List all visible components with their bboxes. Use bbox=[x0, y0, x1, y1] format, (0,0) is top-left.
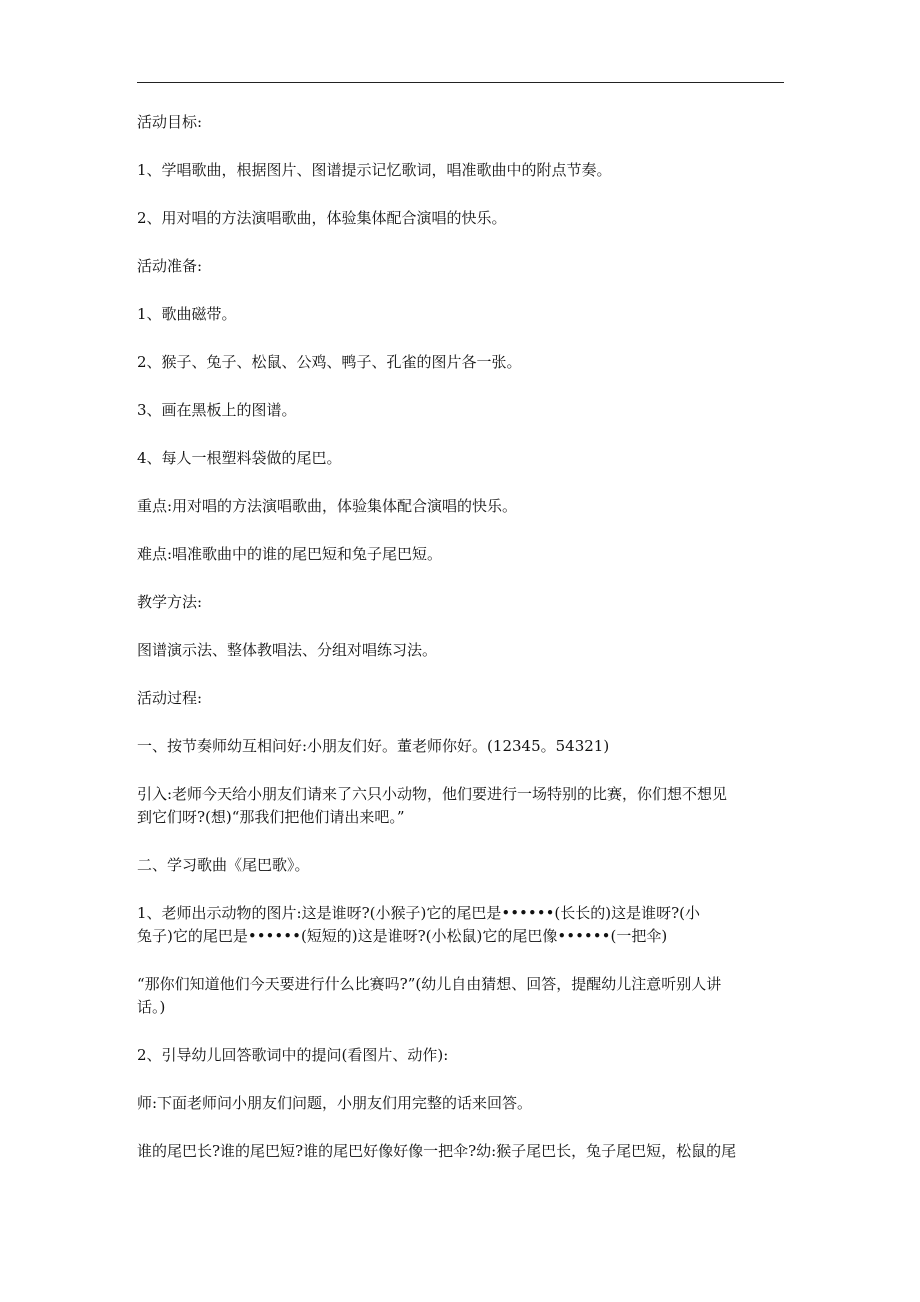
difficulty: 难点:唱准歌曲中的谁的尾巴短和兔子尾巴短。 bbox=[137, 545, 443, 563]
header-rule bbox=[137, 82, 784, 83]
methods-text: 图谱演示法、整体教唱法、分组对唱练习法。 bbox=[137, 641, 438, 659]
goal-item-1: 1、学唱歌曲，根据图片、图谱提示记忆歌词，唱准歌曲中的附点节奏。 bbox=[137, 161, 612, 179]
process-step-1: 一、按节奏师幼互相问好:小朋友们好。董老师你好。(12345。54321) bbox=[137, 737, 610, 755]
preparation-item-2: 2、猴子、兔子、松鼠、公鸡、鸭子、孔雀的图片各一张。 bbox=[137, 353, 522, 371]
document-body bbox=[137, 111, 787, 1188]
section-heading-preparation: 活动准备: bbox=[137, 257, 203, 275]
preparation-item-3: 3、画在黑板上的图谱。 bbox=[137, 401, 297, 419]
key-point: 重点:用对唱的方法演唱歌曲，体验集体配合演唱的快乐。 bbox=[137, 497, 518, 515]
teacher-question: “那你们知道他们今天要进行什么比赛吗?”(幼儿自由猜想、回答，提醒幼儿注意听别人讲 话。) bbox=[137, 975, 722, 1016]
teacher-instruction: 师:下面老师问小朋友们问题，小朋友们用完整的话来回答。 bbox=[137, 1094, 533, 1112]
learning-step-1: 1、老师出示动物的图片:这是谁呀?(小猴子)它的尾巴是••••••(长长的)这是谁呀?(小 兔子)它的尾巴是••••••(短短的)这是谁呀?(小松鼠)它的尾巴像••••••(一把伞) bbox=[137, 904, 701, 945]
preparation-item-4: 4、每人一根塑料袋做的尾巴。 bbox=[137, 449, 342, 467]
section-heading-goals: 活动目标: bbox=[137, 113, 203, 131]
introduction-text: 引入:老师今天给小朋友们请来了六只小动物，他们要进行一场特别的比赛，你们想不想见 到它们呀?(想)“那我们把他们请出来吧。” bbox=[137, 785, 728, 826]
goal-item-2: 2、用对唱的方法演唱歌曲，体验集体配合演唱的快乐。 bbox=[137, 209, 507, 227]
preparation-item-1: 1、歌曲磁带。 bbox=[137, 305, 237, 323]
section-heading-methods: 教学方法: bbox=[137, 593, 203, 611]
section-heading-process: 活动过程: bbox=[137, 689, 203, 707]
learning-step-2: 2、引导幼儿回答歌词中的提问(看图片、动作): bbox=[137, 1046, 449, 1064]
lyrics-dialogue: 谁的尾巴长?谁的尾巴短?谁的尾巴好像好像一把伞?幼:猴子尾巴长，兔子尾巴短，松鼠的尾 bbox=[137, 1142, 737, 1160]
process-step-2: 二、学习歌曲《尾巴歌》。 bbox=[137, 856, 310, 874]
